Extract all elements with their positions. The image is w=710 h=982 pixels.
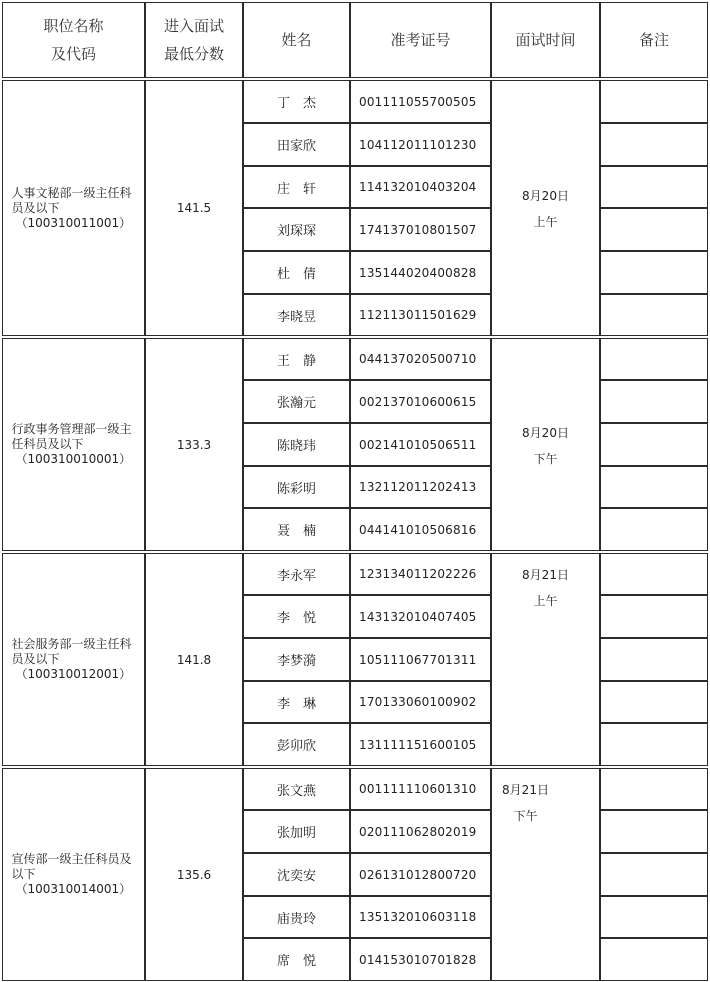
remarks-cell [600,553,708,595]
header-remarks-text: 备注 [638,31,669,49]
candidate-exam-id: 135132010603118 [350,896,491,938]
candidate-exam-id: 135144020400828 [350,251,491,294]
candidate-exam-id: 002141010506511 [350,423,491,466]
interview-time-cell [491,768,600,981]
candidate-name: 聂 楠 [243,508,350,551]
interview-date: 8月20日 [522,426,569,440]
position-name: 宣传部一级主任科员及以下 [11,852,132,881]
header-position-line2: 及代码 [50,45,96,63]
candidate-exam-id: 123134011202226 [350,553,491,595]
position-cell [2,80,145,336]
remarks-cell [600,723,708,766]
candidate-exam-id: 174137010801507 [350,208,491,251]
candidate-exam-id: 112113011501629 [350,294,491,336]
candidate-exam-id: 131111151600105 [350,723,491,766]
candidate-exam-id: 001111055700505 [350,80,491,123]
position-code: （100310010001） [15,452,132,466]
remarks-cell [600,208,708,251]
header-name [243,2,350,78]
candidate-exam-id: 105111067701311 [350,638,491,681]
remarks-cell [600,810,708,853]
interview-date: 8月20日 [522,189,569,203]
remarks-cell [600,681,708,723]
position-cell [2,768,145,981]
candidate-exam-id: 132112011202413 [350,466,491,508]
remarks-cell [600,638,708,681]
remarks-cell [600,896,708,938]
min-score-cell [145,338,243,551]
candidate-name: 李 悦 [243,595,350,638]
remarks-cell [600,595,708,638]
candidate-name: 田家欣 [243,123,350,166]
min-score-value: 141.5 [176,201,212,215]
candidate-name: 丁 杰 [243,80,350,123]
remarks-cell [600,123,708,166]
header-position-line1: 职位名称 [43,17,104,35]
candidate-name: 张加明 [243,810,350,853]
candidate-name: 杜 倩 [243,251,350,294]
header-interview-time [491,2,600,78]
candidate-name: 王 静 [243,338,350,380]
header-min-score [145,2,243,78]
candidate-name: 李 琳 [243,681,350,723]
candidate-name: 李永军 [243,553,350,595]
position-name: 社会服务部一级主任科员及以下 [11,637,132,666]
header-exam-id [350,2,491,78]
remarks-cell [600,466,708,508]
position-code: （100310012001） [15,667,132,681]
remarks-cell [600,508,708,551]
interview-date: 8月21日 [522,568,569,582]
remarks-cell [600,251,708,294]
candidate-name: 刘琛琛 [243,208,350,251]
header-interview-time-text: 面试时间 [515,31,576,49]
candidate-exam-id: 026131012800720 [350,853,491,896]
remarks-cell [600,338,708,380]
candidate-exam-id: 114132010403204 [350,166,491,208]
header-min-score-line1: 进入面试 [163,17,224,35]
candidate-exam-id: 104112011101230 [350,123,491,166]
candidate-exam-id: 143132010407405 [350,595,491,638]
candidate-name: 陈晓玮 [243,423,350,466]
interview-time-cell [491,553,600,766]
candidate-name: 张瀚元 [243,380,350,423]
interview-period: 下午 [533,452,558,466]
header-min-score-line2: 最低分数 [163,45,224,63]
interview-date: 8月21日 [502,783,549,797]
remarks-cell [600,294,708,336]
min-score-cell [145,768,243,981]
interview-period: 下午 [513,809,538,823]
candidate-name: 席 悦 [243,938,350,981]
header-position [2,2,145,78]
remarks-cell [600,423,708,466]
position-name: 行政事务管理部一级主任科员及以下 [11,422,132,451]
candidate-exam-id: 170133060100902 [350,681,491,723]
header-exam-id-text: 准考证号 [390,31,451,49]
candidate-exam-id: 020111062802019 [350,810,491,853]
interview-period: 上午 [533,215,558,229]
candidate-name: 陈彩明 [243,466,350,508]
header-name-text: 姓名 [281,31,312,49]
min-score-value: 141.8 [176,652,212,667]
candidate-name: 李梦漪 [243,638,350,681]
position-code: （100310011001） [15,215,132,230]
remarks-cell [600,938,708,981]
min-score-cell [145,80,243,336]
candidate-name: 庙贵玲 [243,896,350,938]
candidate-name: 李晓昱 [243,294,350,336]
min-score-cell [145,553,243,766]
position-cell [2,553,145,766]
remarks-cell [600,80,708,123]
interview-time-cell [491,338,600,551]
position-cell [2,338,145,551]
remarks-cell [600,380,708,423]
candidate-exam-id: 044141010506816 [350,508,491,551]
min-score-value: 133.3 [176,437,212,452]
candidate-name: 庄 轩 [243,166,350,208]
remarks-cell [600,853,708,896]
min-score-value: 135.6 [176,867,212,882]
candidate-name: 沈奕安 [243,853,350,896]
candidate-name: 张文燕 [243,768,350,810]
remarks-cell [600,768,708,810]
candidate-exam-id: 001111110601310 [350,768,491,810]
candidate-name: 彭卯欣 [243,723,350,766]
header-remarks [600,2,708,78]
remarks-cell [600,166,708,208]
candidate-exam-id: 044137020500710 [350,338,491,380]
candidate-exam-id: 014153010701828 [350,938,491,981]
candidate-exam-id: 002137010600615 [350,380,491,423]
position-name: 人事文秘部一级主任科员及以下 [11,185,132,215]
interview-period: 上午 [533,594,558,608]
position-code: （100310014001） [15,882,132,896]
interview-time-cell [491,80,600,336]
